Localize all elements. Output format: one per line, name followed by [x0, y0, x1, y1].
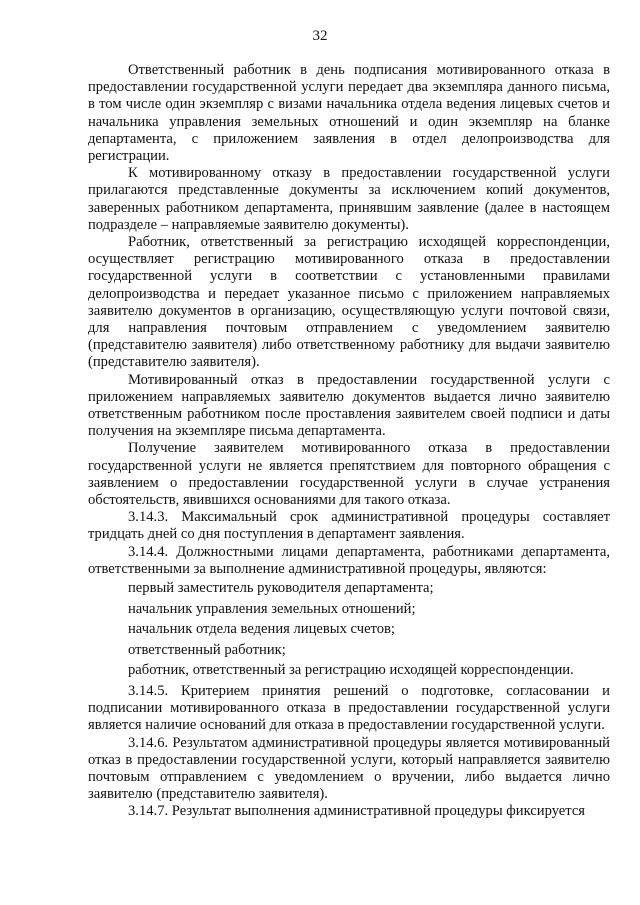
paragraph: Получение заявителем мотивированного отказа в предоставлении государственной услуги не является препятствием для повторного обращения с заявлением о предоставлении государственной услуги в случае устранения обстоятельств, явившихся основаниями для такого отказа. [88, 440, 610, 509]
paragraph-section-3-14-7: 3.14.7. Результат выполнения административной процедуры фиксируется [128, 803, 586, 820]
paragraph: Мотивированный отказ в предоставлении государственной услуги с приложением направляемых заявителю документов выдается лично заявителю ответственным работником после проставления заявителем своей подписи и даты получения на экземпляре письма департамента. [88, 371, 610, 440]
paragraph-section-3-14-6: 3.14.6. Результатом административной процедуры является мотивированный отказ в предоставлении государственной услуги, который направляется заявителю почтовым отправлением с уведомлением о вручении, либо выдается лично заявителю (представителю заявителя). [88, 734, 610, 803]
list-item: ответственный работник; [128, 641, 286, 658]
responsible-officials-list [88, 578, 610, 681]
paragraph: Работник, ответственный за регистрацию исходящей корреспонденции, осуществляет регистрацию мотивированного отказа в предоставлении государственной услуги в соответствии с установленными правилами делопроизводства и передает указанное письмо с приложением направляемых заявителю документов в организацию, осуществляющую услуги почтовой связи, для направления почтовым отправлением с уведомлением заявителю (представителю заявителя) либо ответственному работнику для выдачи заявителю (представителю заявителя). [88, 234, 610, 371]
page-number: 32 [312, 28, 328, 44]
list-item: первый заместитель руководителя департамента; [128, 580, 434, 597]
list-item: начальник управления земельных отношений; [128, 600, 416, 617]
paragraph-section-3-14-4: 3.14.4. Должностными лицами департамента, работниками департамента, ответственными за выполнение административной процедуры, являются: [88, 543, 610, 577]
list-item: начальник отдела ведения лицевых счетов; [128, 621, 395, 638]
paragraph: К мотивированному отказу в предоставлении государственной услуги прилагаются представленные документы за исключением копий документов, заверенных работником департамента, принявшим заявление (далее в настоящем подразделе – направляемые заявителю документы). [88, 165, 610, 233]
paragraph-section-3-14-3: 3.14.3. Максимальный срок административной процедуры составляет тридцать дней со дня поступления в департамент заявления. [88, 509, 610, 543]
paragraph: Ответственный работник в день подписания мотивированного отказа в предоставлении государственной услуги передает два экземпляра данного письма, в том числе один экземпляр с визами начальника отдела ведения лицевых счетов и начальника управления земельных отношений и один экземпляр на бланке департамента, с приложением заявления в отдел делопроизводства для регистрации. [88, 62, 610, 165]
list-item: работник, ответственный за регистрацию исходящей корреспонденции. [128, 662, 574, 679]
document-body [88, 62, 610, 821]
paragraph-section-3-14-5: 3.14.5. Критерием принятия решений о подготовке, согласовании и подписании мотивированного отказа в предоставлении государственной услуги является наличие оснований для отказа в предоставлении государственной услуги. [88, 683, 610, 734]
